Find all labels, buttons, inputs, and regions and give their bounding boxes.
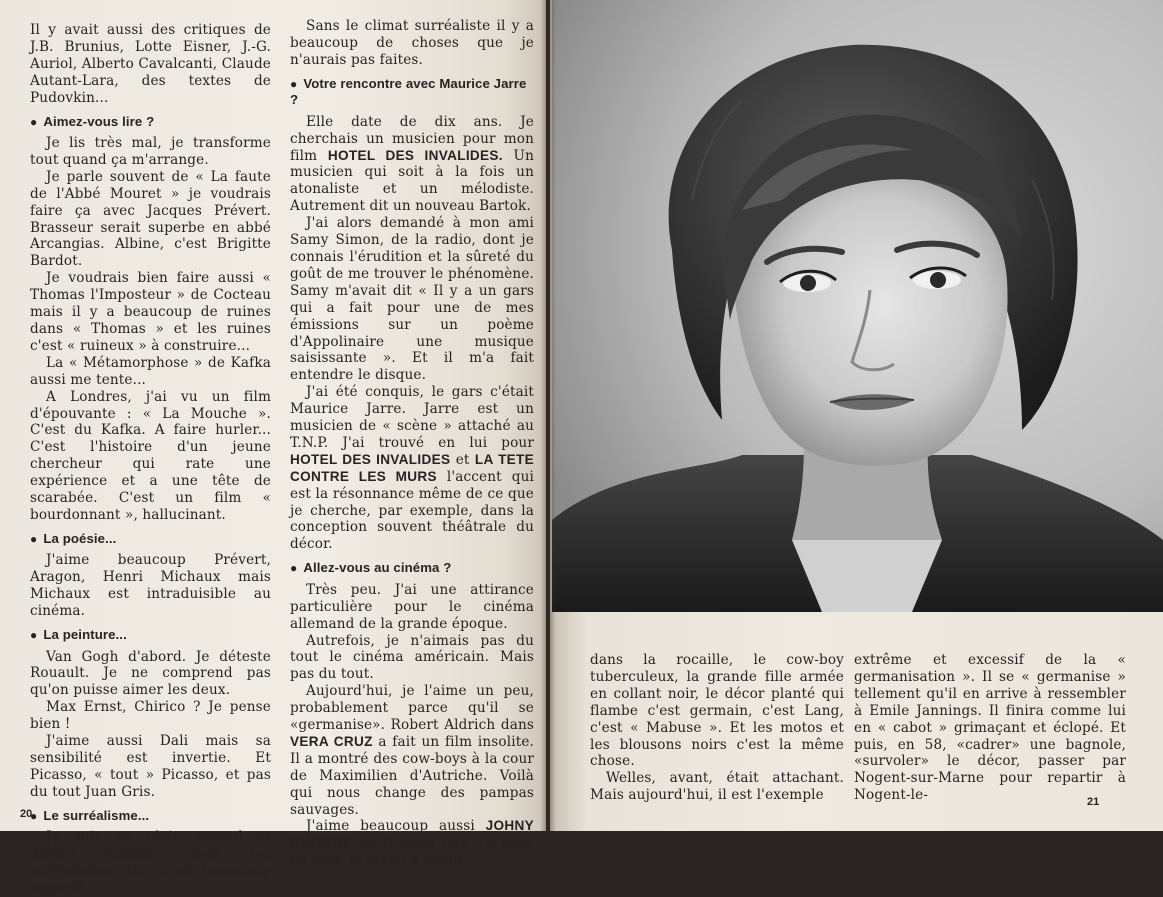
interview-question: ● La peinture... [30,627,127,642]
film-title: LA TETE CONTRE LES MURS [290,451,535,484]
right-page [550,0,1163,831]
page-number-left: 20 [20,808,33,820]
interview-question: ● Le surréalisme... [30,807,150,823]
text-column-1 [30,22,271,897]
page-number-right: 21 [1087,796,1100,808]
bullet-icon: ● [30,628,38,642]
text-column-3 [590,652,844,804]
paragraph: A Londres, j'ai vu un film d'épouvante : « La Mouche ». C'est du Kafka. A faire hurler... C'est l'histoire d'un jeune chercheur qui rate une expérience et a une tête de scarabée. C'est un film « bourdonnant », hallucinant. [30,388,271,523]
left-page [0,0,546,896]
portrait-illustration [552,0,1163,612]
paragraph: J'aime beaucoup Prévert, Aragon, Henri Michaux mais Michaux est intraduisible au cinéma. [30,552,271,620]
paragraph: Van Gogh d'abord. Je déteste Rouault. Je ne comprend pas qu'on puisse aimer les deux. [30,648,271,699]
paragraph: Très peu. J'ai une attirance particulière pour le cinéma allemand de la grande époque. [290,581,534,632]
paragraph: Il y avait aussi des critiques de J.B. Brunius, Lotte Eisner, J.-G. Auriol, Alberto Cavalcanti, Claude Autant-Lara, des textes de Pudovkin... [30,22,271,106]
paragraph: dans la rocaille, le cow-boy tuberculeux, la grande fille armée en collant noir, le décor planté qui flambe c'est germain, c'est Lang, c'est « Mabuse ». Et les motos et les blousons noirs c'est la même chose. [590,652,844,770]
paragraph: Je parle souvent de « La faute de l'Abbé Mouret » je voudrais faire ça avec Jacques Prévert. Brasseur serait superbe en abbé Arcangias. Albine, c'est Brigitte Bardot. [30,168,271,270]
paragraph: Welles, avant, était attachant. Mais aujourd'hui, il est l'exemple [590,770,844,804]
paragraph: Elle date de dix ans. Je cherchais un musicien pour mon film HOTEL DES INVALIDES. Un musicien qui soit à la fois un atonaliste et un mélodiste. Autrement dit un nouveau Bartok. [290,113,534,215]
interview-question: ● La poésie... [30,530,117,546]
paragraph: Aujourd'hui, je l'aime un peu, probablement parce qu'il se «germanise». Robert Aldrich dans VERA CRUZ a fait un film insolite. Il a montré des cow-boys à la cour de Maximilien d'Autriche. Voilà qui nous change des pampas sauvages. [290,683,534,818]
bullet-icon: ● [30,531,38,546]
film-title: JOHNY GUITARE [290,818,534,851]
paragraph: Max Ernst, Chirico ? Je pense bien ! [30,699,271,733]
paragraph: J'ai été conquis, le gars c'était Maurice Jarre. Jarre est un musicien de « scène » attaché au T.N.P. J'ai trouvé en lui pour HOTEL DES INVALIDES et LA TETE CONTRE LES MURS l'accent qui est la résonnance même de ce que je cherche, par exemple, dans la conception souvent théâtrale du décor. [290,384,535,553]
film-title: HOTEL DES INVALIDES [290,451,451,467]
bullet-icon: ● [290,76,298,91]
paragraph: Je suis en plein accord et depuis toujours avec les surréalistes. Ils m'ont beaucoup apporté. [30,829,271,896]
bullet-icon: ● [30,114,38,129]
paragraph: J'aime beaucoup aussi JOHNY GUITARE de Nicolas Ray. La salle de jeux, le piano à queue [290,818,534,869]
paragraph: J'ai alors demandé à mon ami Samy Simon, de la radio, dont je connais l'érudition et la sûreté du goût de me trouver le phénomène. Samy m'avait dit « Il y a un gars qui a fait pour une de mes émissions sur un poème d'Appolinaire une musique saisissante ». Et il m'a fait entendre le disque. [290,215,534,384]
paragraph: extrême et excessif de la « germanisation ». Il se « germanise » tellement qu'il en arrive à ressembler à Emile Jannings. Il finira comme lui en « cabot » grimaçant et éclopé. Et puis, en 58, «cadrer» une bagnole, «survoler» le décor, passer par Nogent-sur-Marne pour repartir à Nogent-le- [854,652,1126,804]
bullet-icon: ● [30,808,38,823]
film-title: HOTEL DES INVALIDES. [327,147,503,163]
text-column-2 [290,18,534,869]
paragraph: Autrefois, je n'aimais pas du tout le cinéma américain. Mais pas du tout. [290,632,534,683]
paragraph: Je voudrais bien faire aussi « Thomas l'Imposteur » de Cocteau mais il y a beaucoup de ruines dans « Thomas » et les ruines c'est « ruineux » à construire... [30,270,271,354]
paragraph: Sans le climat surréaliste il y a beaucoup de choses que je n'aurais pas faites. [290,18,534,68]
interview-question: ● Allez-vous au cinéma ? [290,560,452,576]
film-title: VERA CRUZ [290,733,373,749]
paragraph: Je lis très mal, je transforme tout quand ça m'arrange. [30,135,271,168]
interview-question: ● Aimez-vous lire ? [30,113,155,129]
portrait-photo [552,0,1163,612]
paragraph: J'aime aussi Dali mais sa sensibilité est invertie. Et Picasso, « tout » Picasso, et pas du tout Juan Gris. [30,733,271,800]
book-gutter [540,0,556,831]
paragraph: La « Métamorphose » de Kafka aussi me tente... [30,354,271,388]
bullet-icon: ● [290,561,298,576]
interview-question: ● Votre rencontre avec Maurice Jarre ? [290,75,527,108]
text-column-4 [854,652,1126,804]
